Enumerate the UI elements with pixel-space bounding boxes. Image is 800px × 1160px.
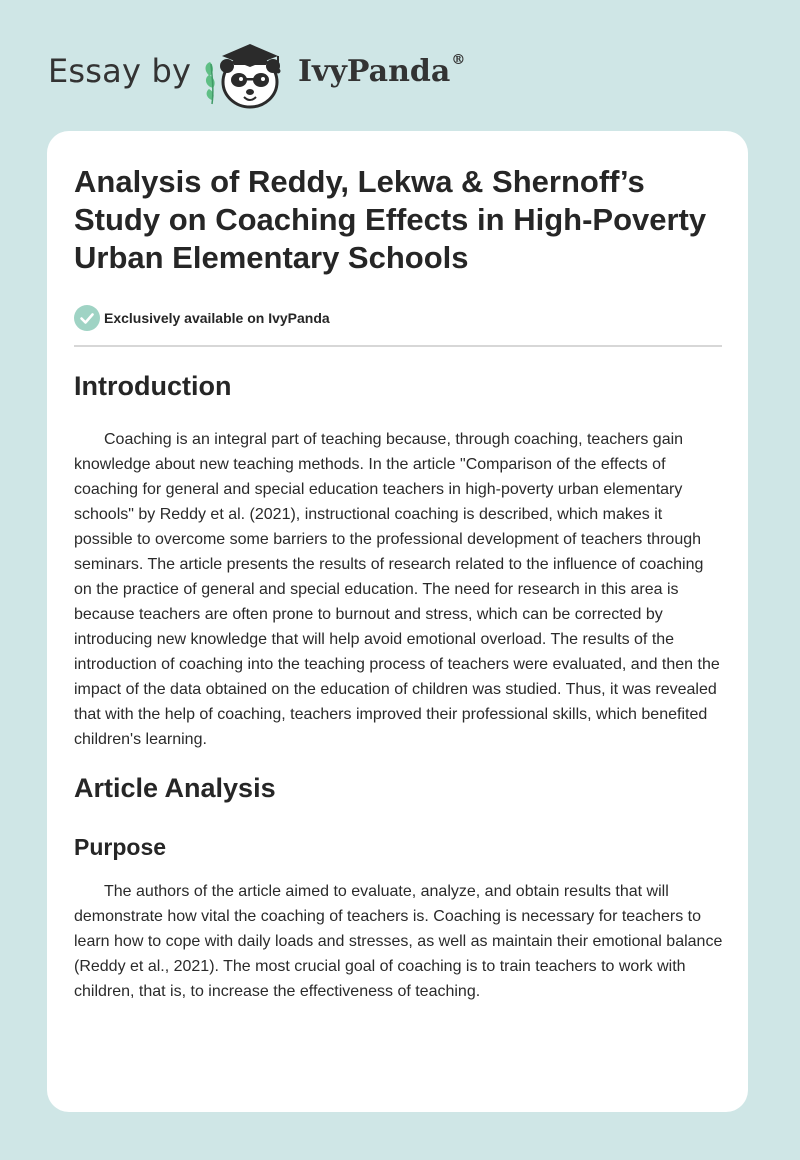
article-analysis-heading: Article Analysis bbox=[74, 773, 276, 803]
brand-name bbox=[298, 54, 465, 89]
ivy-leaf-icon bbox=[206, 62, 215, 104]
check-circle-icon bbox=[74, 305, 100, 331]
purpose-paragraph: The authors of the article aimed to evaluate, analyze, and obtain results that will demonstrate how vital the coaching of teachers is. Coaching is necessary for teachers to learn how to cope with daily loads and stresses, as well as maintain their emotional balance (Reddy et al., 2021). The most crucial goal of coaching is to train teachers to work with children, that is, to increase the effectiveness of teaching. bbox=[74, 883, 723, 1000]
brand-name-text: IvyPanda bbox=[298, 54, 451, 89]
essay-card bbox=[47, 131, 748, 1112]
panda-graduate-logo-icon[interactable] bbox=[200, 36, 294, 112]
exclusive-badge bbox=[74, 305, 330, 331]
title-divider bbox=[74, 345, 722, 347]
registered-mark: ® bbox=[451, 52, 466, 68]
introduction-heading: Introduction bbox=[74, 371, 232, 401]
purpose-heading: Purpose bbox=[74, 834, 167, 860]
exclusive-badge-text: Exclusively available on IvyPanda bbox=[104, 310, 330, 326]
introduction-paragraph: Coaching is an integral part of teaching because, through coaching, teachers gain knowledge about new teaching methods. In the article "Comparison of the effects of coaching for general and special education teachers in high-poverty urban elementary schools" by Reddy et al. (2021), instructional coaching is described, which makes it possible to overcome some barriers to the professional development of teachers through seminars. The article presents the results of research related to the influence of coaching on the practice of general and special education. The need for research in this area is because teachers are often prone to burnout and stress, which can be corrected by introducing new knowledge that will help avoid emotional overload. The results of the introduction of coaching into the teaching process of teachers were evaluated, and then the impact of the data obtained on the education of children was studied. Thus, it was revealed that with the help of coaching, teachers improved their professional skills, which benefited children's learning. bbox=[74, 431, 720, 748]
essay-title: Analysis of Reddy, Lekwa & Shernoff’s Study on Coaching Effects in High-Poverty Urban Elementary Schools bbox=[74, 164, 707, 275]
brand-header bbox=[48, 34, 468, 114]
brand-prefix: Essay by bbox=[48, 52, 192, 90]
